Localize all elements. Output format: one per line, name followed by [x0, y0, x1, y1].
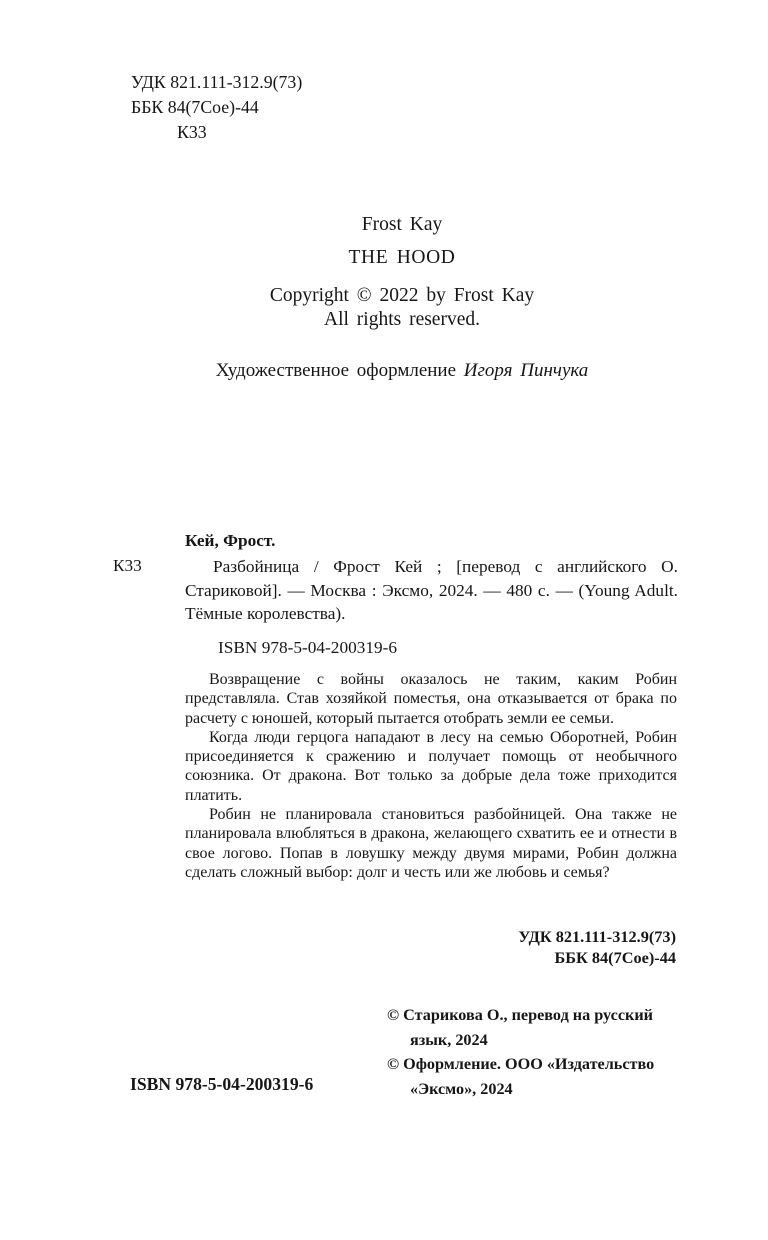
design-credit-label: Художественное оформление	[215, 360, 464, 381]
copyright-entries-block	[387, 1003, 681, 1101]
catalog-margin-code: К33	[113, 556, 142, 575]
catalog-author-heading: Кей, Фрост.	[185, 531, 276, 550]
copyright-line-2: All rights reserved.	[323, 309, 480, 330]
annotation-paragraph: Возвращение с войны оказалось не таким, каким Робин представляла. Став хозяйкой поместья, она отказывается от брака по расчету с юношей, который пытается отобрать земли ее семьи.	[185, 671, 677, 727]
copyright-entry: © Оформление. ООО «Издательство «Эксмо», 2024	[387, 1055, 655, 1098]
catalog-description: Разбойница / Фрост Кей ; [перевод с английского О. Стариковой]. — Москва : Эксмо, 2024. — 480 с. — (Young Adult. Тёмные королевства).	[185, 557, 678, 623]
design-credit-name: Игоря Пинчука	[463, 360, 589, 381]
design-credit	[102, 359, 702, 383]
top-classification-block	[131, 70, 302, 145]
isbn-footer: ISBN 978-5-04-200319-6	[130, 1074, 314, 1094]
annotation-paragraph: Когда люди герцога нападают в лесу на семью Оборотней, Робин присоединяется к сражению и получает помощь от необычного союзника. От дракона. Вот только за добрые дела тоже приходится платить.	[185, 728, 677, 804]
author-sign-code: К33	[177, 122, 207, 142]
bbk-code: ББК 84(7Сое)-44	[131, 97, 259, 117]
catalog-isbn: ISBN 978-5-04-200319-6	[218, 638, 398, 657]
copyright-entry: © Старикова О., перевод на русский язык, 2024	[387, 1006, 654, 1049]
original-title-block	[102, 213, 702, 383]
udc-code: УДК 821.111-312.9(73)	[131, 72, 303, 92]
original-title: THE HOOD	[348, 247, 456, 268]
annotation-paragraph: Робин не планировала становиться разбойницей. Она также не планировала влюбляться в дракона, желающего схватить ее и отнести в свое логово. Попав в ловушку между двумя мирами, Робин должна сделать сложный выбор: долг и честь или же любовь и семья?	[185, 806, 677, 881]
original-author: Frost Kay	[361, 214, 443, 235]
bbk-code-footer: ББК 84(7Сое)-44	[554, 947, 676, 967]
annotation-block	[185, 670, 677, 882]
udc-code-footer: УДК 821.111-312.9(73)	[518, 927, 676, 946]
copyright-line-1: Copyright © 2022 by Frost Kay	[269, 285, 535, 306]
classification-footer	[376, 927, 676, 968]
